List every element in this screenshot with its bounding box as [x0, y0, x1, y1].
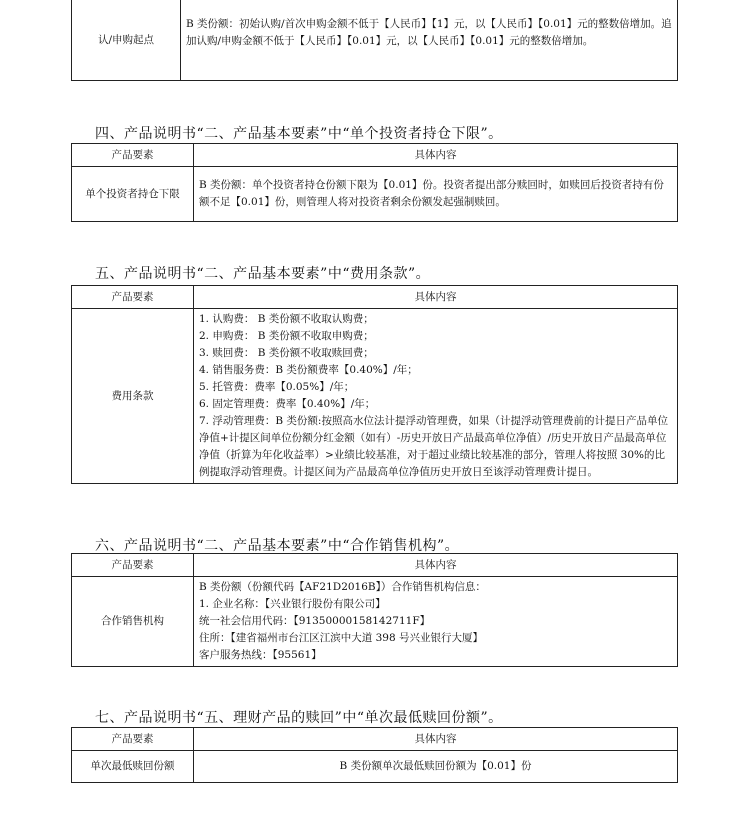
min-redemption-table: [71, 727, 678, 783]
column-header-element: 产品要素: [72, 144, 194, 167]
row-label: 单次最低赎回份额: [72, 751, 194, 783]
agency-line: B 类份额（份额代码【AF21D2016B】）合作销售机构信息：: [199, 581, 486, 593]
agency-credit-code: 统一社会信用代码：【91350000158142711F】: [199, 615, 431, 627]
agency-hotline: 客户服务热线：【95561】: [199, 649, 322, 661]
section-heading-5: 五、产品说明书“二、产品基本要素”中“费用条款”。: [95, 266, 431, 282]
column-header-content: 具体内容: [194, 728, 678, 751]
row-label: 合作销售机构: [72, 577, 194, 667]
section-heading-6: 六、产品说明书“二、产品基本要素”中“合作销售机构”。: [95, 538, 460, 554]
row-content: B 类份额：单个投资者持仓份额下限为【0.01】份。投资者提出部分赎回时，如赎回后投资者持有份额不足【0.01】份，则管理人将对投资者剩余份额发起强制赎回。: [194, 167, 678, 222]
subscription-threshold-table: [71, 0, 678, 81]
fee-item: 2. 申购费： B 类份额不收取申购费；: [199, 330, 374, 342]
agency-name: 1. 企业名称：【兴业银行股份有限公司】: [199, 598, 386, 610]
column-header-element: 产品要素: [72, 286, 194, 309]
fee-item: 5. 托管费：费率【0.05%】/年；: [199, 381, 355, 393]
section-heading-4: 四、产品说明书“二、产品基本要素”中“单个投资者持仓下限”。: [95, 126, 503, 142]
row-label: 费用条款: [72, 309, 194, 484]
row-label: 单个投资者持仓下限: [72, 167, 194, 222]
holding-minimum-table: [71, 143, 678, 222]
sales-agency-table: [71, 553, 678, 667]
fee-item: 4. 销售服务费：B 类份额费率【0.40%】/年；: [199, 364, 418, 376]
agency-info: [194, 577, 678, 667]
row-label: 认/申购起点: [72, 0, 181, 81]
column-header-element: 产品要素: [72, 554, 194, 577]
column-header-content: 具体内容: [194, 144, 678, 167]
row-content: B 类份额单次最低赎回份额为【0.01】份: [194, 751, 678, 783]
fee-item: 7. 浮动管理费：B 类份额:按照高水位法计提浮动管理费，如果（计提浮动管理费前的计提日产品单位净值+计提区间单位份额分红金额（如有）-历史开放日产品最高单位净值）/历史开放日产品最高单位净值（折算为年化收益率）>业绩比较基准，对于超过业绩比较基准的部分，管理人将按照 30%的比例提取浮动管理费。计提区间为产品最高单位净值历史开放日至该浮动管理费计提日。: [199, 415, 668, 478]
fee-terms-table: [71, 285, 678, 484]
column-header-element: 产品要素: [72, 728, 194, 751]
section-heading-7: 七、产品说明书“五、理财产品的赎回”中“单次最低赎回份额”。: [95, 710, 503, 726]
fee-item: 6. 固定管理费：费率【0.40%】/年；: [199, 398, 376, 410]
row-content: B 类份额：初始认购/首次申购金额不低于【人民币】【1】元，以【人民币】【0.01】元的整数倍增加。追加认购/申购金额不低于【人民币】【0.01】元，以【人民币】【0.01】元的整数倍增加。: [181, 0, 678, 81]
agency-address: 住所：【建省福州市台江区江滨中大道 398 号兴业银行大厦】: [199, 632, 483, 644]
column-header-content: 具体内容: [194, 554, 678, 577]
fee-item: 1. 认购费： B 类份额不收取认购费；: [199, 313, 374, 325]
fee-item: 3. 赎回费： B 类份额不收取赎回费；: [199, 347, 374, 359]
column-header-content: 具体内容: [194, 286, 678, 309]
fee-list: [194, 309, 678, 484]
